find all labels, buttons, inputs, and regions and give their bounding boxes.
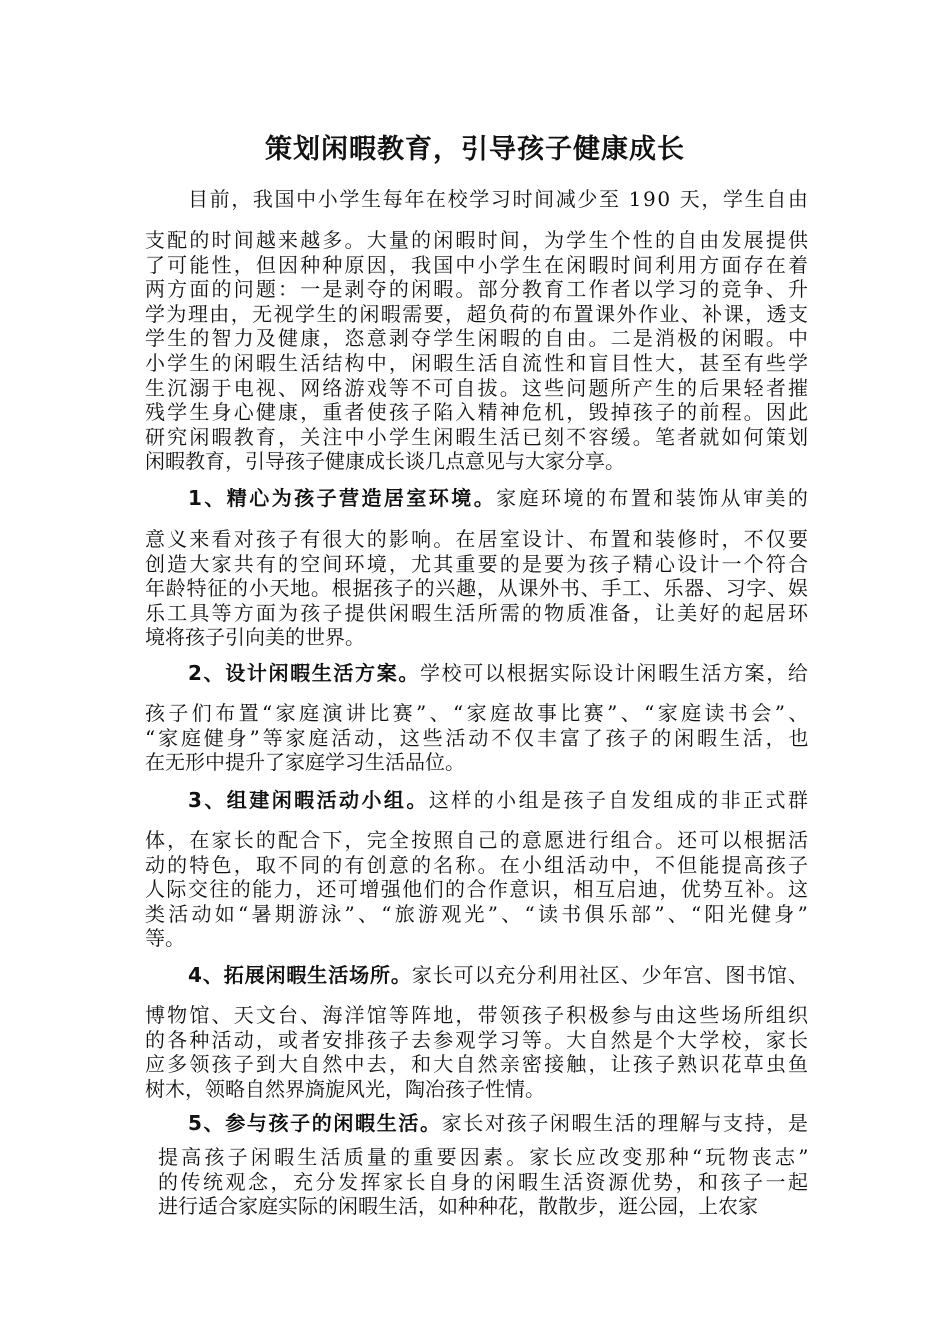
paragraph-line — [145, 924, 185, 952]
paragraph-heading: 1、精心为孩子营造居室环境。 — [188, 486, 497, 510]
paragraph-text: 体，在家长的配合下，完全按照自己的意愿进行组合。还可以根据活 — [145, 828, 811, 852]
paragraph-text: 进行适合家庭实际的闲暇生活，如种种花，散散步，逛公园，上农家 — [158, 1194, 758, 1219]
paragraph-text: 提高孩子闲暇生活质量的重要因素。家长应改变那种“玩物丧志” — [158, 1145, 812, 1169]
paragraph-text: 生沉溺于电视、网络游戏等不可自拔。这些问题所产生的后果轻者摧 — [145, 375, 811, 400]
paragraph-text: 这样的小组是孩子自发组成的非正式群 — [428, 788, 811, 812]
paragraph-first-line — [188, 659, 810, 687]
paragraph-text: 学生的智力及健康，恣意剥夺学生闲暇的自由。二是消极的闲暇。中 — [145, 326, 811, 351]
paragraph-text: 境将孩子引向美的世界。 — [145, 625, 365, 650]
paragraph-text: 的各种活动，或者安排孩子去参观学习等。大自然是个大学校，家长 — [145, 1027, 811, 1052]
paragraph-text: 孩子们布置“家庭演讲比赛”、“家庭故事比赛”、“家庭读书会”、 — [145, 701, 812, 725]
paragraph-text: 研究闲暇教育，关注中小学生闲暇生活已刻不容缓。笔者就如何策划 — [145, 424, 811, 449]
document-title: 策划闲暇教育，引导孩子健康成长 — [265, 134, 685, 165]
paragraph-line — [145, 447, 625, 475]
paragraph-text: 闲暇教育，引导孩子健康成长谈几点意见与大家分享。 — [145, 449, 625, 474]
paragraph-first-line — [188, 484, 810, 512]
paragraph-text: 两方面的问题：一是剥夺的闲暇。部分教育工作者以学习的竞争、升 — [145, 277, 811, 302]
paragraph-line — [158, 1192, 758, 1220]
paragraph-first-line — [188, 786, 810, 814]
paragraph-text: 类活动如“暑期游泳”、“旅游观光”、“读书俱乐部”、“阳光健身” — [145, 901, 812, 926]
paragraph-text: 创造大家共有的空间环境，尤其重要的是要为孩子精心设计一个符合 — [145, 551, 811, 576]
paragraph-text: 家长对孩子闲暇生活的理解与支持，是 — [441, 1111, 810, 1135]
paragraph-text: 等。 — [145, 926, 185, 951]
paragraph-text: 的传统观念，充分发挥家长自身的闲暇生活资源优势，和孩子一起 — [158, 1169, 811, 1194]
paragraph-text: 年龄特征的小天地。根据孩子的兴趣，从课外书、手工、乐器、习字、娱 — [145, 576, 809, 601]
paragraph-text: 在无形中提升了家庭学习生活品位。 — [145, 750, 465, 775]
paragraph-text: 目前，我国中小学生每年在校学习时间减少至 190 天，学生自由 — [188, 187, 810, 211]
paragraph-text: 学为理由，无视学生的闲暇需要，超负荷的布置课外作业、补课，透支 — [145, 301, 810, 326]
paragraph-heading: 3、组建闲暇活动小组。 — [188, 788, 429, 812]
paragraph-line — [145, 748, 465, 776]
paragraph-text: 人际交往的能力，还可增强他们的合作意识，相互启迪，优势互补。这 — [145, 877, 810, 902]
paragraph-text: 应多领孩子到大自然中去，和大自然亲密接触，让孩子熟识花草虫鱼 — [145, 1052, 811, 1077]
paragraph-text: 小学生的闲暇生活结构中，闲暇生活自流性和盲目性大，甚至有些学 — [145, 351, 811, 375]
paragraph-line — [145, 1075, 545, 1103]
paragraph-text: 了可能性，但因种种原因，我国中小学生在闲暇时间利用方面存在着 — [145, 252, 811, 277]
paragraph-text: 乐工具等方面为孩子提供闲暇生活所需的物质准备，让美好的起居环 — [145, 600, 811, 625]
paragraph-line — [145, 623, 365, 651]
paragraph-text: 学校可以根据实际设计闲暇生活方案，给 — [420, 661, 810, 685]
paragraph-first-line — [188, 1109, 810, 1137]
paragraph-heading: 2、设计闲暇生活方案。 — [188, 661, 420, 685]
paragraph-text: 树木，领略自然界旖旎风光，陶冶孩子性情。 — [145, 1076, 545, 1101]
paragraph-text: “家庭健身”等家庭活动，这些活动不仅丰富了孩子的闲暇生活，也 — [145, 725, 812, 750]
paragraph-text: 博物馆、天文台、海洋馆等阵地，带领孩子积极参与由这些场所组织 — [145, 1003, 811, 1027]
paragraph-text: 意义来看对孩子有很大的影响。在居室设计、布置和装修时，不仅要 — [145, 527, 811, 551]
paragraph-text: 家庭环境的布置和装饰从审美的 — [496, 486, 811, 510]
paragraph-heading: 4、拓展闲暇生活场所。 — [188, 963, 412, 987]
paragraph-first-line — [188, 961, 809, 989]
paragraph-text: 支配的时间越来越多。大量的闲暇时间，为学生个性的自由发展提供 — [145, 228, 811, 252]
paragraph-text: 残学生身心健康，重者使孩子陷入精神危机，毁掉孩子的前程。因此 — [145, 400, 811, 425]
paragraph-text: 动的特色，取不同的有创意的名称。在小组活动中，不但能提高孩子 — [145, 852, 811, 877]
paragraph-first-line — [188, 185, 810, 213]
paragraph-text: 家长可以充分利用社区、少年宫、图书馆、 — [411, 963, 809, 987]
paragraph-line — [145, 900, 811, 928]
paragraph-heading: 5、参与孩子的闲暇生活。 — [188, 1111, 442, 1135]
